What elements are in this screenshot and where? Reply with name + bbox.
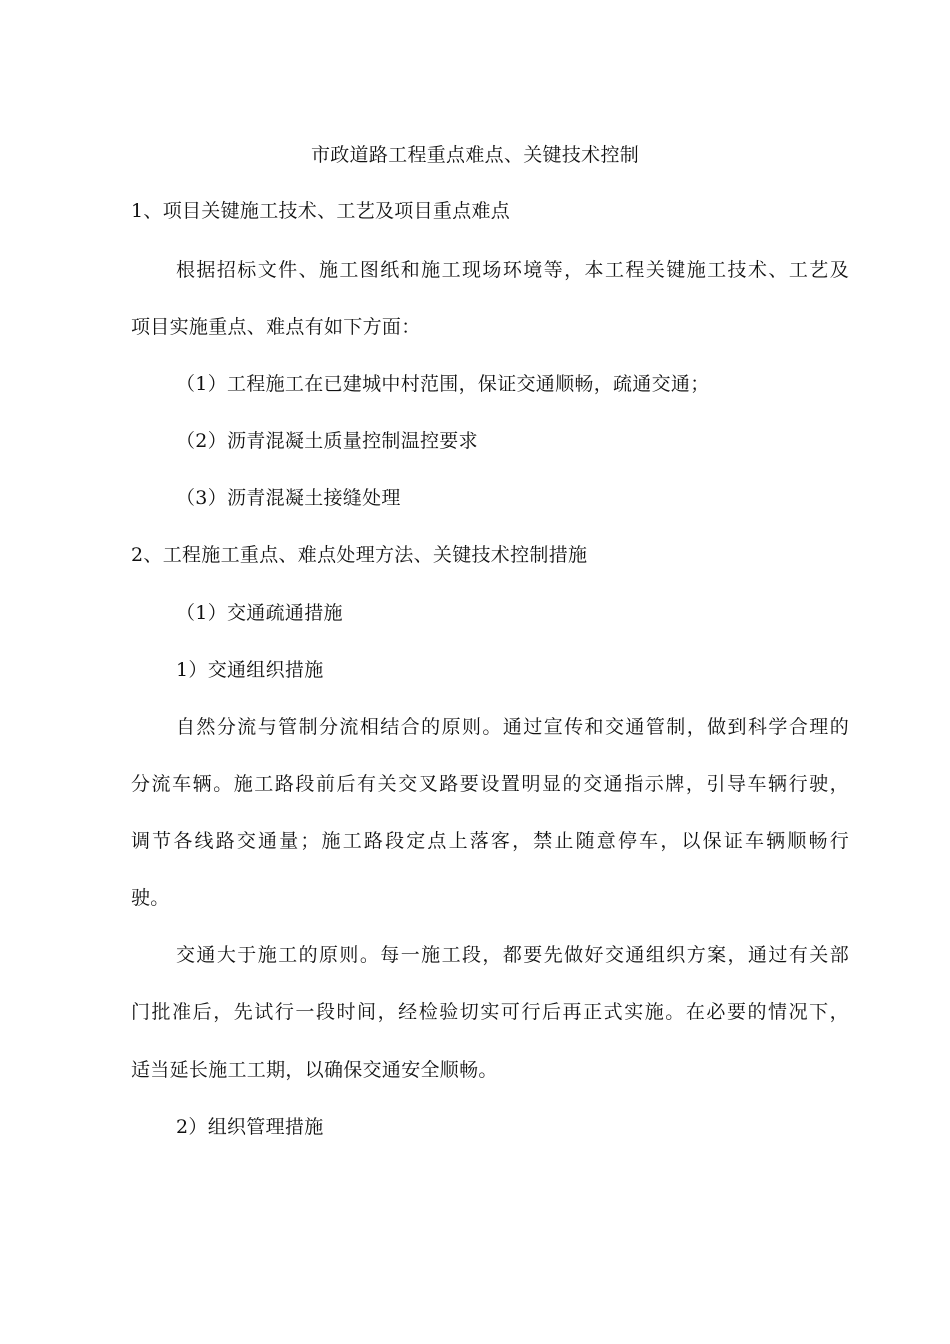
subsection-heading: 2）组织管理措施 — [176, 1116, 324, 1138]
section-heading-1: 1、项目关键施工技术、工艺及项目重点难点 — [131, 200, 511, 222]
list-item: （1）工程施工在已建城中村范围，保证交通顺畅，疏通交通； — [176, 373, 710, 395]
paragraph-line: 调节各线路交通量；施工路段定点上落客，禁止随意停车，以保证车辆顺畅行 — [131, 830, 849, 852]
paragraph-line: 分流车辆。施工路段前后有关交叉路要设置明显的交通指示牌，引导车辆行驶， — [131, 773, 849, 795]
subsection-heading: 1）交通组织措施 — [176, 659, 324, 681]
paragraph-line: 门批准后，先试行一段时间，经检验切实可行后再正式实施。在必要的情况下， — [131, 1001, 849, 1023]
paragraph-line: 自然分流与管制分流相结合的原则。通过宣传和交通管制，做到科学合理的 — [176, 716, 849, 738]
list-item: （3）沥青混凝土接缝处理 — [176, 487, 401, 509]
list-item: （2）沥青混凝土质量控制温控要求 — [176, 430, 478, 452]
paragraph-line: 适当延长施工工期，以确保交通安全顺畅。 — [131, 1059, 498, 1081]
paragraph-line: 交通大于施工的原则。每一施工段，都要先做好交通组织方案，通过有关部 — [176, 944, 849, 966]
document-title: 市政道路工程重点难点、关键技术控制 — [310, 144, 640, 166]
section-heading-2: 2、工程施工重点、难点处理方法、关键技术控制措施 — [131, 544, 588, 566]
subsection-heading: （1）交通疏通措施 — [176, 602, 343, 624]
paragraph-line: 驶。 — [131, 887, 170, 909]
paragraph-line: 根据招标文件、施工图纸和施工现场环境等，本工程关键施工技术、工艺及 — [176, 259, 849, 281]
paragraph-line: 项目实施重点、难点有如下方面： — [131, 316, 421, 338]
